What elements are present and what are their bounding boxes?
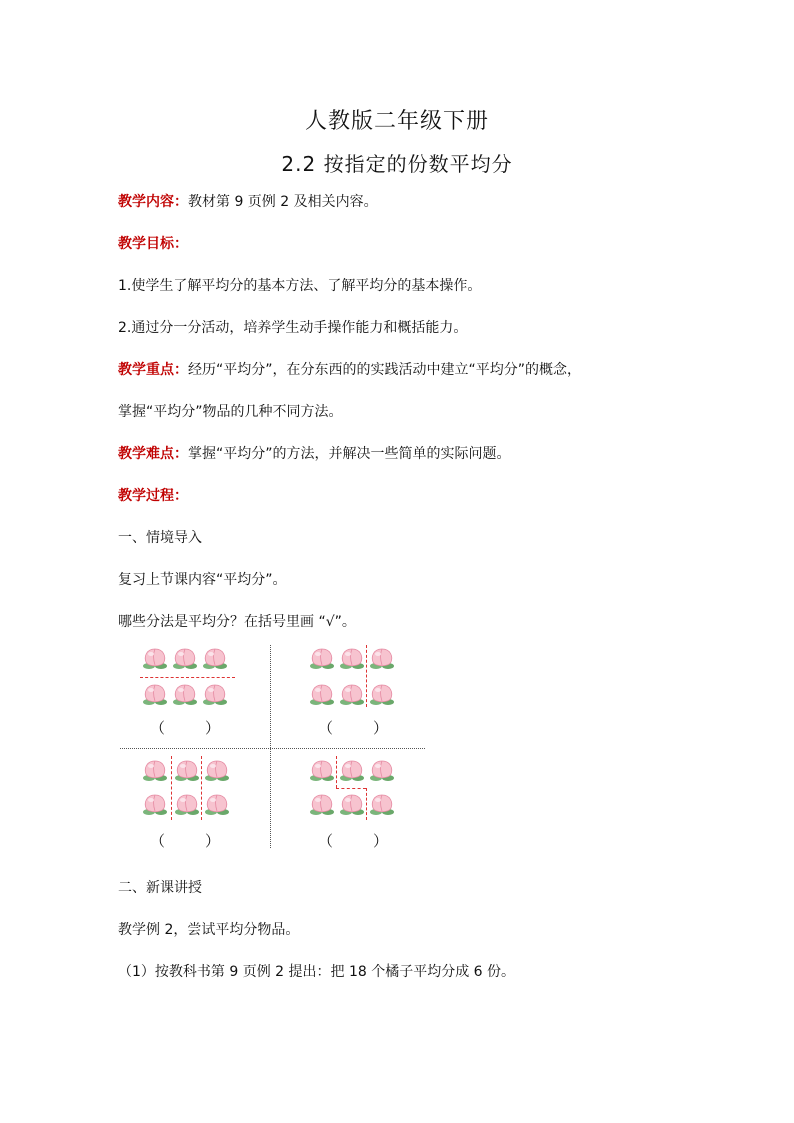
goal-item: 2.通过分一分活动，培养学生动手操作能力和概括能力。 bbox=[118, 320, 468, 336]
peach-icon bbox=[339, 646, 365, 670]
peach-icon bbox=[369, 758, 395, 782]
teaching-content-label: 教学内容： bbox=[118, 194, 188, 210]
answer-blank[interactable]: （ ） bbox=[318, 719, 388, 737]
split-line bbox=[171, 756, 172, 820]
teaching-focus bbox=[118, 360, 698, 380]
peach-icon bbox=[339, 682, 365, 706]
divider-horizontal bbox=[120, 748, 425, 749]
answer-blank[interactable]: （ ） bbox=[318, 832, 388, 850]
teaching-difficulty-text: 掌握“平均分”的方法，并解决一些简单的实际问题。 bbox=[188, 446, 511, 462]
split-line bbox=[366, 645, 367, 707]
peach-icon bbox=[204, 792, 230, 816]
peach-icon bbox=[174, 792, 200, 816]
question-text: 哪些分法是平均分？在括号里画 “√”。 bbox=[118, 614, 356, 630]
peach-icon bbox=[142, 682, 168, 706]
teaching-difficulty-label: 教学难点： bbox=[118, 446, 188, 462]
teaching-difficulty bbox=[118, 444, 698, 464]
peach-icon bbox=[172, 682, 198, 706]
teaching-focus-label: 教学重点： bbox=[118, 362, 188, 378]
peach-icon bbox=[309, 646, 335, 670]
answer-blank[interactable]: （ ） bbox=[150, 832, 220, 850]
teaching-goals-label: 教学目标： bbox=[118, 236, 188, 252]
peach-icon bbox=[202, 682, 228, 706]
peach-icon bbox=[204, 758, 230, 782]
peach-icon bbox=[142, 646, 168, 670]
answer-blank[interactable]: （ ） bbox=[150, 719, 220, 737]
teaching-content-text: 教材第 9 页例 2 及相关内容。 bbox=[188, 194, 378, 210]
peach-icon bbox=[309, 758, 335, 782]
peach-icon bbox=[309, 792, 335, 816]
peach-icon bbox=[202, 646, 228, 670]
goal-item: 1.使学生了解平均分的基本方法、了解平均分的基本操作。 bbox=[118, 278, 482, 294]
peach-icon bbox=[369, 646, 395, 670]
peach-icon bbox=[172, 646, 198, 670]
example-text: 教学例 2，尝试平均分物品。 bbox=[118, 922, 300, 938]
peach-icon bbox=[174, 758, 200, 782]
teaching-process-label: 教学过程： bbox=[118, 488, 188, 504]
step-text: （1）按教科书第 9 页例 2 提出：把 18 个橘子平均分成 6 份。 bbox=[118, 964, 516, 980]
teaching-content bbox=[118, 192, 698, 212]
peach-icon bbox=[142, 792, 168, 816]
split-line bbox=[201, 756, 202, 820]
split-line bbox=[336, 788, 366, 789]
teaching-focus-cont: 掌握“平均分”物品的几种不同方法。 bbox=[118, 404, 343, 420]
peach-icon bbox=[339, 758, 365, 782]
peach-icon bbox=[142, 758, 168, 782]
section-heading: 一、情境导入 bbox=[118, 530, 202, 546]
divider-vertical bbox=[270, 645, 271, 848]
page-title: 人教版二年级下册 bbox=[304, 109, 489, 134]
split-line bbox=[366, 788, 367, 820]
peach-icon bbox=[309, 682, 335, 706]
peach-icon bbox=[369, 792, 395, 816]
review-text: 复习上节课内容“平均分”。 bbox=[118, 572, 287, 588]
peach-icon bbox=[339, 792, 365, 816]
split-line bbox=[140, 677, 235, 678]
peach-icon bbox=[369, 682, 395, 706]
lesson-title: 2.2 按指定的份数平均分 bbox=[281, 152, 513, 176]
section-heading: 二、新课讲授 bbox=[118, 880, 202, 896]
teaching-focus-text: 经历“平均分”，在分东西的的实践活动中建立“平均分”的概念， bbox=[188, 362, 582, 378]
split-line bbox=[336, 756, 337, 788]
